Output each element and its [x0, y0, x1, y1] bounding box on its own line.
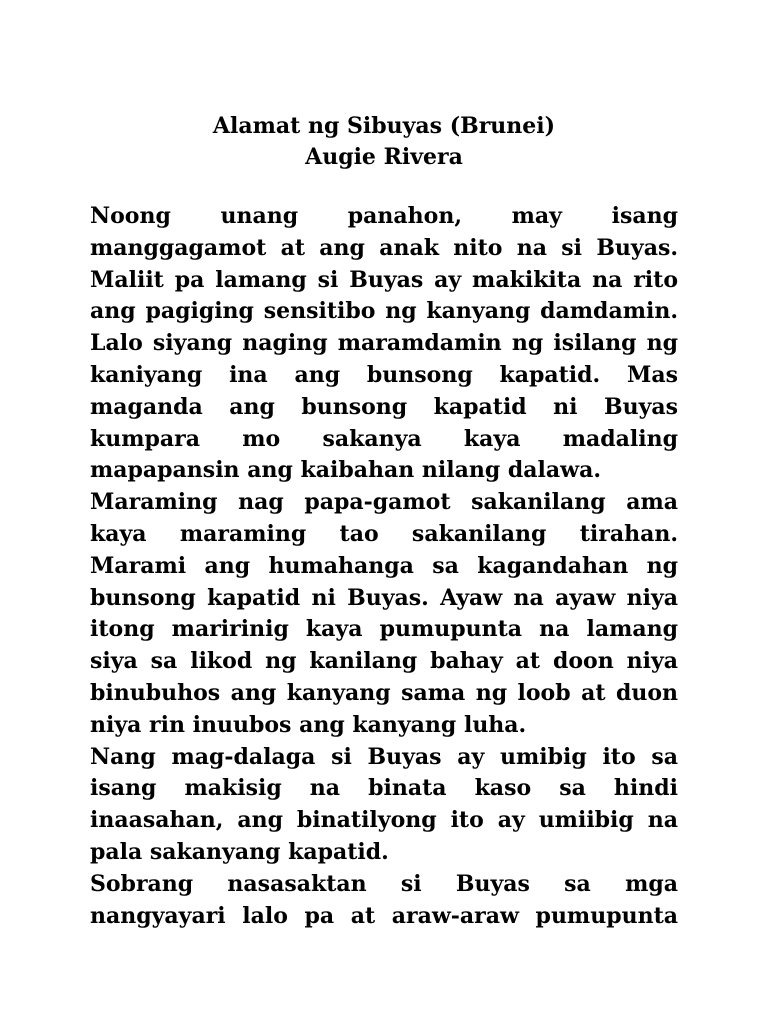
document-title: Alamat ng Sibuyas (Brunei): [212, 113, 556, 139]
body-line: ang pagiging sensitibo ng kanyang damdamin.: [90, 298, 678, 325]
body-line: siya sa likod ng kanilang bahay at doon niya: [90, 648, 678, 675]
body-line: itong maririnig kaya pumupunta na lamang: [90, 616, 678, 643]
body-line: inaasahan, ang binatilyong ito ay umiibig na: [90, 807, 678, 834]
body-line: maganda ang bunsong kapatid ni Buyas: [90, 393, 678, 420]
body-line: niya rin inuubos ang kanyang luha.: [90, 711, 527, 738]
body-line: Marami ang humahanga sa kagandahan ng: [90, 552, 678, 579]
body-line: Noong unang panahon, may isang: [90, 203, 678, 229]
story-body: [90, 201, 678, 932]
document-author: Augie Rivera: [305, 144, 463, 170]
body-line: manggagamot at ang anak nito na si Buyas.: [90, 234, 678, 261]
body-line: Maraming nag papa-gamot sakanilang ama: [90, 489, 678, 516]
body-line: Maliit pa lamang si Buyas ay makikita na rito: [90, 266, 678, 293]
body-line: kaya maraming tao sakanilang tirahan.: [90, 520, 678, 547]
body-line: nangyayari lalo pa at araw-araw pumupunta: [90, 902, 678, 929]
title-block: [0, 111, 768, 173]
body-line: pala sakanyang kapatid.: [90, 838, 389, 865]
body-line: Sobrang nasasaktan si Buyas sa mga: [90, 870, 678, 897]
body-line: binubuhos ang kanyang sama ng loob at duon: [90, 679, 678, 706]
body-line: kaniyang ina ang bunsong kapatid. Mas: [90, 361, 678, 388]
body-line: mapapansin ang kaibahan nilang dalawa.: [90, 457, 601, 484]
body-line: isang makisig na binata kaso sa hindi: [90, 775, 678, 802]
body-line: Nang mag-dalaga si Buyas ay umibig ito sa: [90, 743, 678, 770]
body-line: kumpara mo sakanya kaya madaling: [90, 425, 678, 452]
body-line: bunsong kapatid ni Buyas. Ayaw na ayaw niya: [90, 584, 678, 611]
body-line: Lalo siyang naging maramdamin ng isilang ng: [90, 330, 678, 357]
